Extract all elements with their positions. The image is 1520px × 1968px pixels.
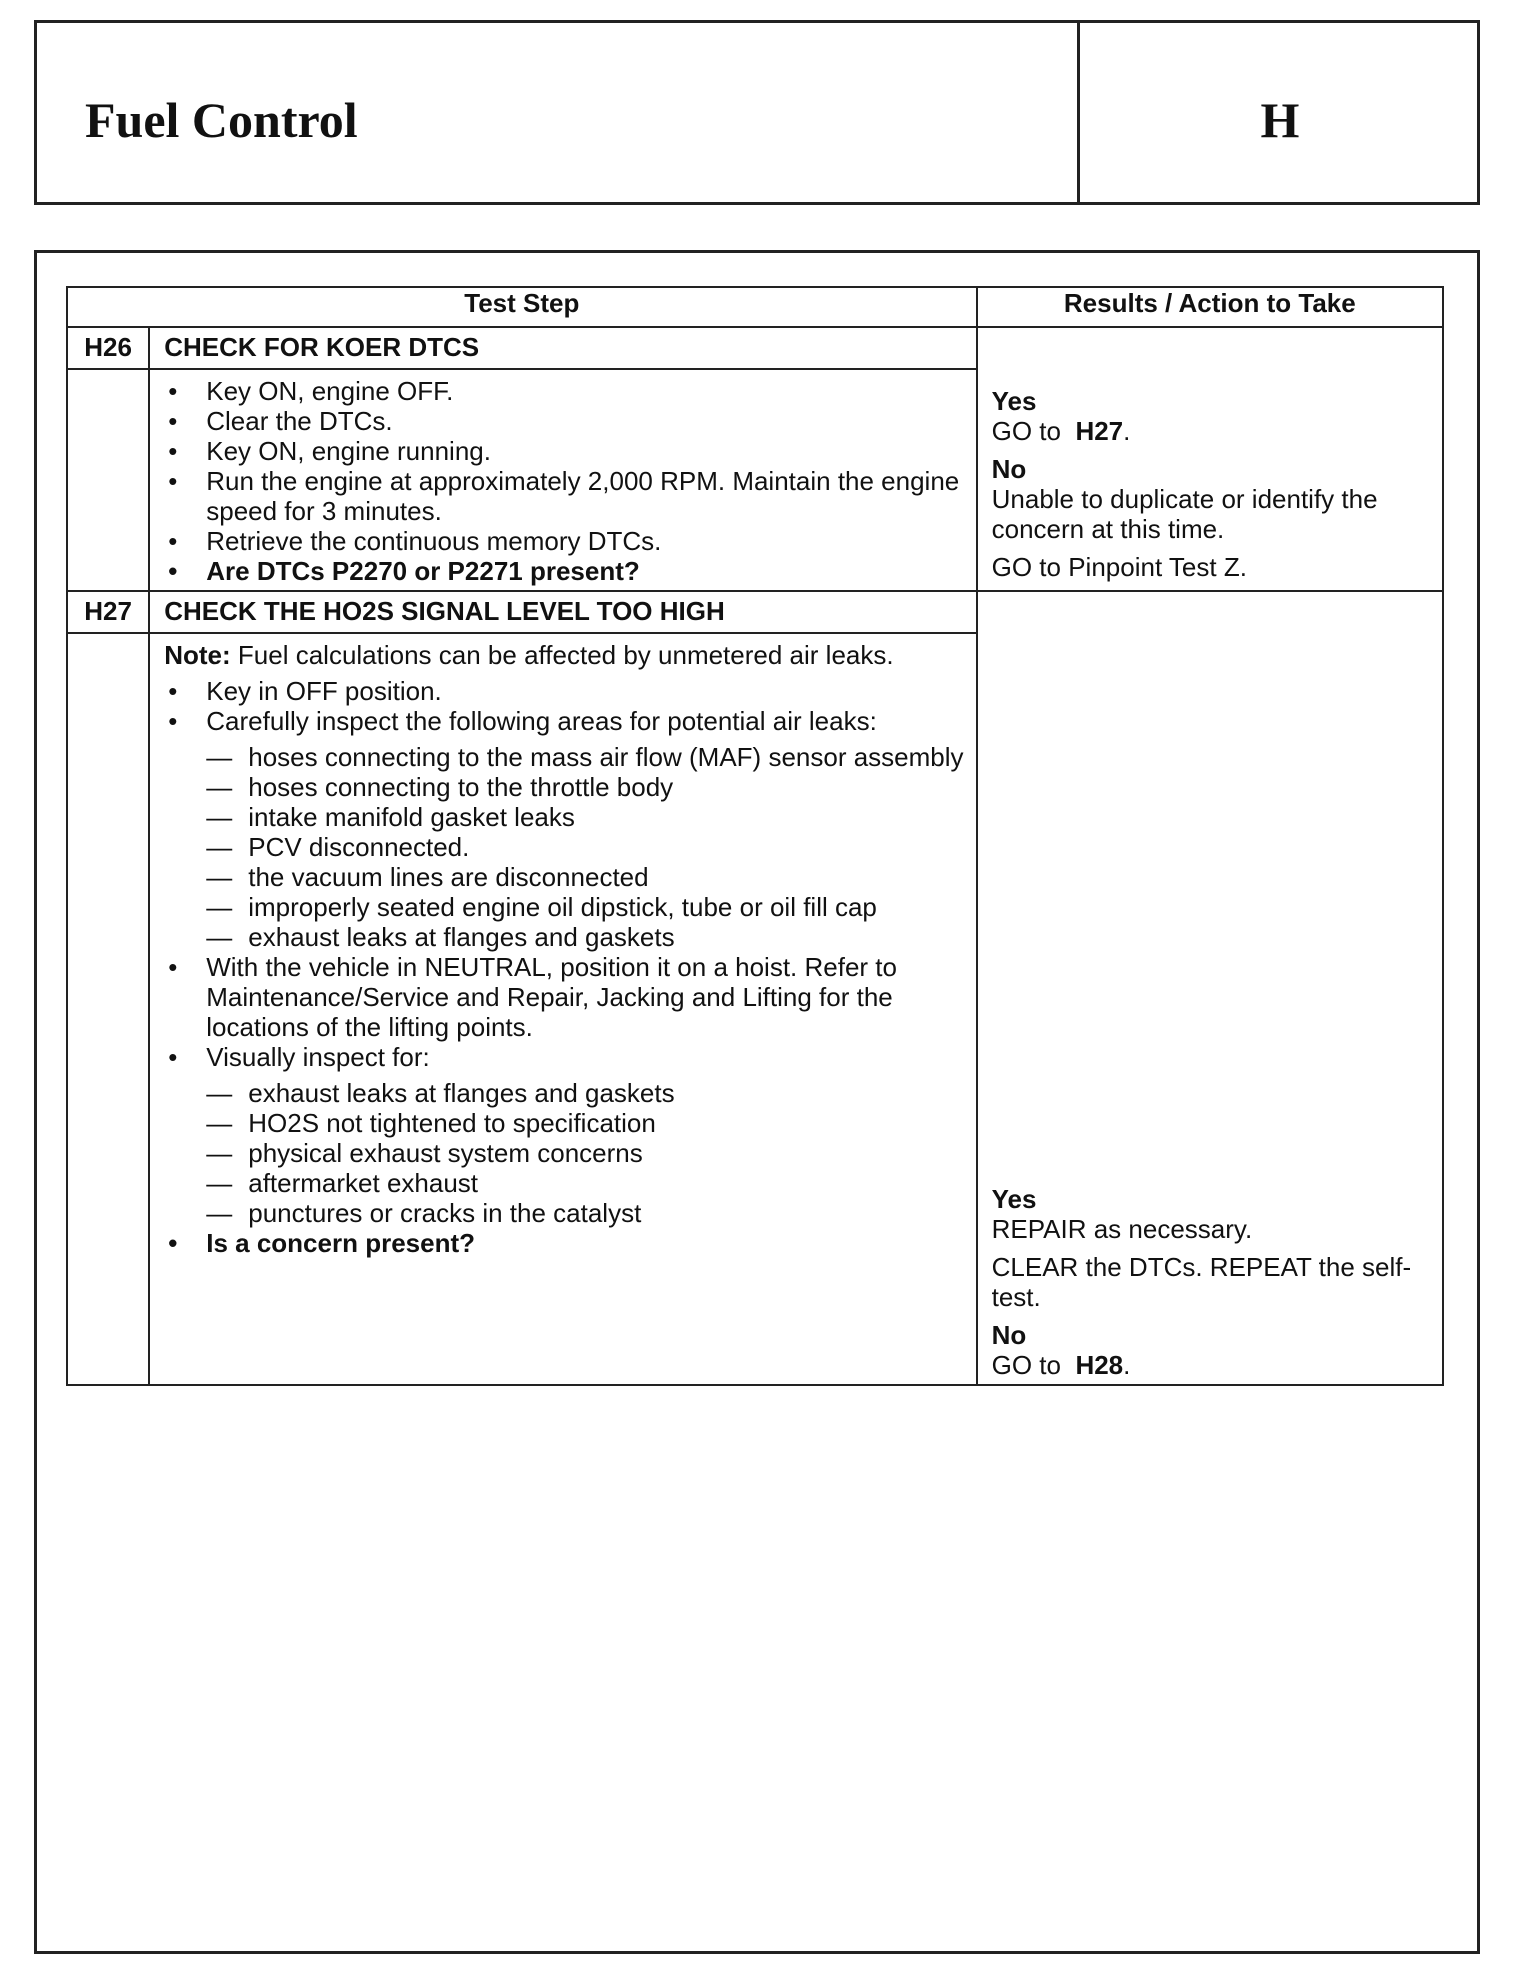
step-body (149, 633, 976, 1385)
test-step-table (66, 286, 1444, 1386)
result-no-label: No (991, 454, 1027, 484)
list-item: • Clear the DTCs. (164, 406, 965, 436)
list-item: — punctures or cracks in the catalyst (206, 1198, 965, 1228)
list-item: — improperly seated engine oil dipstick, tube or oil fill cap (206, 892, 965, 922)
result-yes-action: GO to H27. (991, 416, 1131, 446)
step-title: CHECK THE HO2S SIGNAL LEVEL TOO HIGH (149, 591, 976, 633)
step-bullets (164, 676, 965, 736)
step-bullets (164, 376, 965, 586)
result-no-text: Unable to duplicate or identify the concern at this time. (991, 484, 1378, 544)
step-note: Note: Fuel calculations can be affected by unmetered air leaks. (164, 640, 894, 670)
step-body (149, 369, 976, 591)
section-code: H (1260, 92, 1300, 148)
list-item: — exhaust leaks at flanges and gaskets (206, 922, 965, 952)
result-no-action: GO to Pinpoint Test Z. (991, 552, 1247, 582)
list-item: — aftermarket exhaust (206, 1168, 965, 1198)
list-item: — intake manifold gasket leaks (206, 802, 965, 832)
step-title: CHECK FOR KOER DTCS (149, 327, 976, 369)
step-question: • Are DTCs P2270 or P2271 present? (164, 556, 965, 586)
step-id: H26 (67, 327, 149, 369)
step-title-row (67, 591, 1443, 633)
step-bullets (164, 952, 965, 1072)
result-yes-text: REPAIR as necessary. (991, 1214, 1253, 1244)
table-header-row (67, 287, 1443, 327)
list-item: — hoses connecting to the mass air flow (MAF) sensor assembly (206, 742, 965, 772)
results-cell (977, 327, 1443, 591)
step-id-empty (67, 369, 149, 591)
list-item: • Key in OFF position. (164, 676, 965, 706)
result-yes-text2: CLEAR the DTCs. REPEAT the self-test. (991, 1252, 1412, 1312)
step-bullets (164, 1228, 965, 1258)
results-cell (977, 591, 1443, 1385)
step-question: • Is a concern present? (164, 1228, 965, 1258)
list-item: — the vacuum lines are disconnected (206, 862, 965, 892)
list-item: • Visually inspect for: (164, 1042, 965, 1072)
inspection-list (206, 742, 965, 952)
result-yes-label: Yes (991, 386, 1037, 416)
step-title-row (67, 327, 1443, 369)
list-item: — hoses connecting to the throttle body (206, 772, 965, 802)
header-box (34, 20, 1480, 205)
result-no-target: H28 (1075, 1350, 1124, 1380)
header-test-step: Test Step (67, 287, 977, 327)
list-item: — exhaust leaks at flanges and gaskets (206, 1078, 965, 1108)
list-item: — HO2S not tightened to specification (206, 1108, 965, 1138)
list-item: • Key ON, engine OFF. (164, 376, 965, 406)
list-item: • Run the engine at approximately 2,000 RPM. Maintain the engine speed for 3 minutes. (164, 466, 965, 526)
step-id: H27 (67, 591, 149, 633)
list-item: • Key ON, engine running. (164, 436, 965, 466)
result-no-label: No (991, 1320, 1027, 1350)
result-no-action: GO to H28. (991, 1350, 1131, 1380)
page-title: Fuel Control (85, 92, 358, 148)
result-yes-target: H27 (1075, 416, 1124, 446)
list-item: • Retrieve the continuous memory DTCs. (164, 526, 965, 556)
list-item: — physical exhaust system concerns (206, 1138, 965, 1168)
list-item: — PCV disconnected. (206, 832, 965, 862)
header-results: Results / Action to Take (977, 287, 1443, 327)
result-yes-label: Yes (991, 1184, 1037, 1214)
step-id-empty (67, 633, 149, 1385)
list-item: • Carefully inspect the following areas for potential air leaks: (164, 706, 965, 736)
list-item: • With the vehicle in NEUTRAL, position it on a hoist. Refer to Maintenance/Service and Repair, Jacking and Lifting for the locations of the lifting points. (164, 952, 965, 1042)
visual-inspection-list (206, 1078, 965, 1228)
